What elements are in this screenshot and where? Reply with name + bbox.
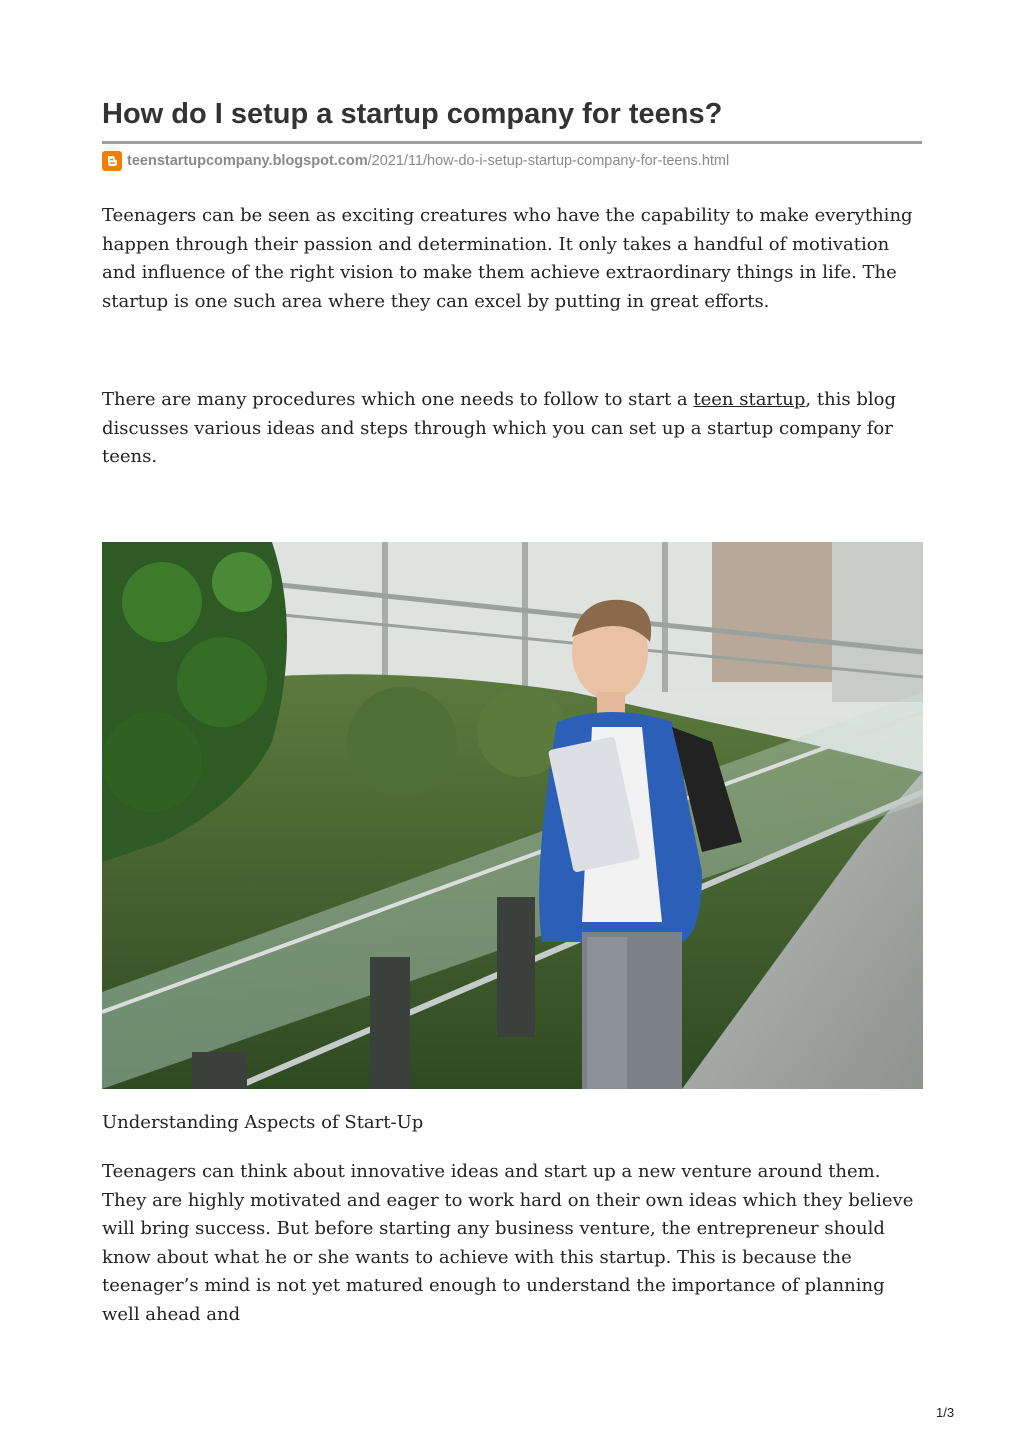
article-photo-teen-with-laptop bbox=[102, 542, 923, 1089]
source-domain[interactable]: teenstartupcompany.blogspot.com bbox=[127, 153, 368, 169]
title-divider bbox=[102, 141, 922, 144]
paragraph-text-after-link: , this blog discusses various ideas and steps through which you can set up a startup company for teens. bbox=[102, 389, 897, 468]
blogger-icon bbox=[102, 151, 122, 171]
page-number: 1/3 bbox=[936, 1405, 955, 1420]
source-path[interactable]: /2021/11/how-do-i-setup-startup-company-for-teens.html bbox=[367, 153, 730, 169]
source-url-line[interactable] bbox=[102, 151, 729, 171]
photo-illustration bbox=[102, 542, 923, 1089]
page-title: How do I setup a startup company for teens? bbox=[102, 98, 723, 130]
paragraph-text-before-link: There are many procedures which one needs to follow to start a bbox=[102, 389, 694, 410]
intro-paragraph: Teenagers can be seen as exciting creatures who have the capability to make everything happen through their passion and determination. It only takes a handful of motivation and influence of the right vision to make them achieve extraordinary things in life. The startup is one such area where they can excel by putting in great efforts. bbox=[102, 205, 913, 312]
third-paragraph: Teenagers can think about innovative ideas and start up a new venture around them. They are highly motivated and eager to work hard on their own ideas which they believe will bring success. But before starting any business venture, the entrepreneur should know about what he or she wants to achieve with this startup. This is because the teenager’s mind is not yet matured enough to understand the importance of planning well ahead and bbox=[102, 1161, 914, 1325]
image-caption: Understanding Aspects of Start-Up bbox=[102, 1112, 424, 1133]
teen-startup-link[interactable]: teen startup bbox=[693, 389, 806, 410]
second-paragraph bbox=[102, 386, 924, 472]
